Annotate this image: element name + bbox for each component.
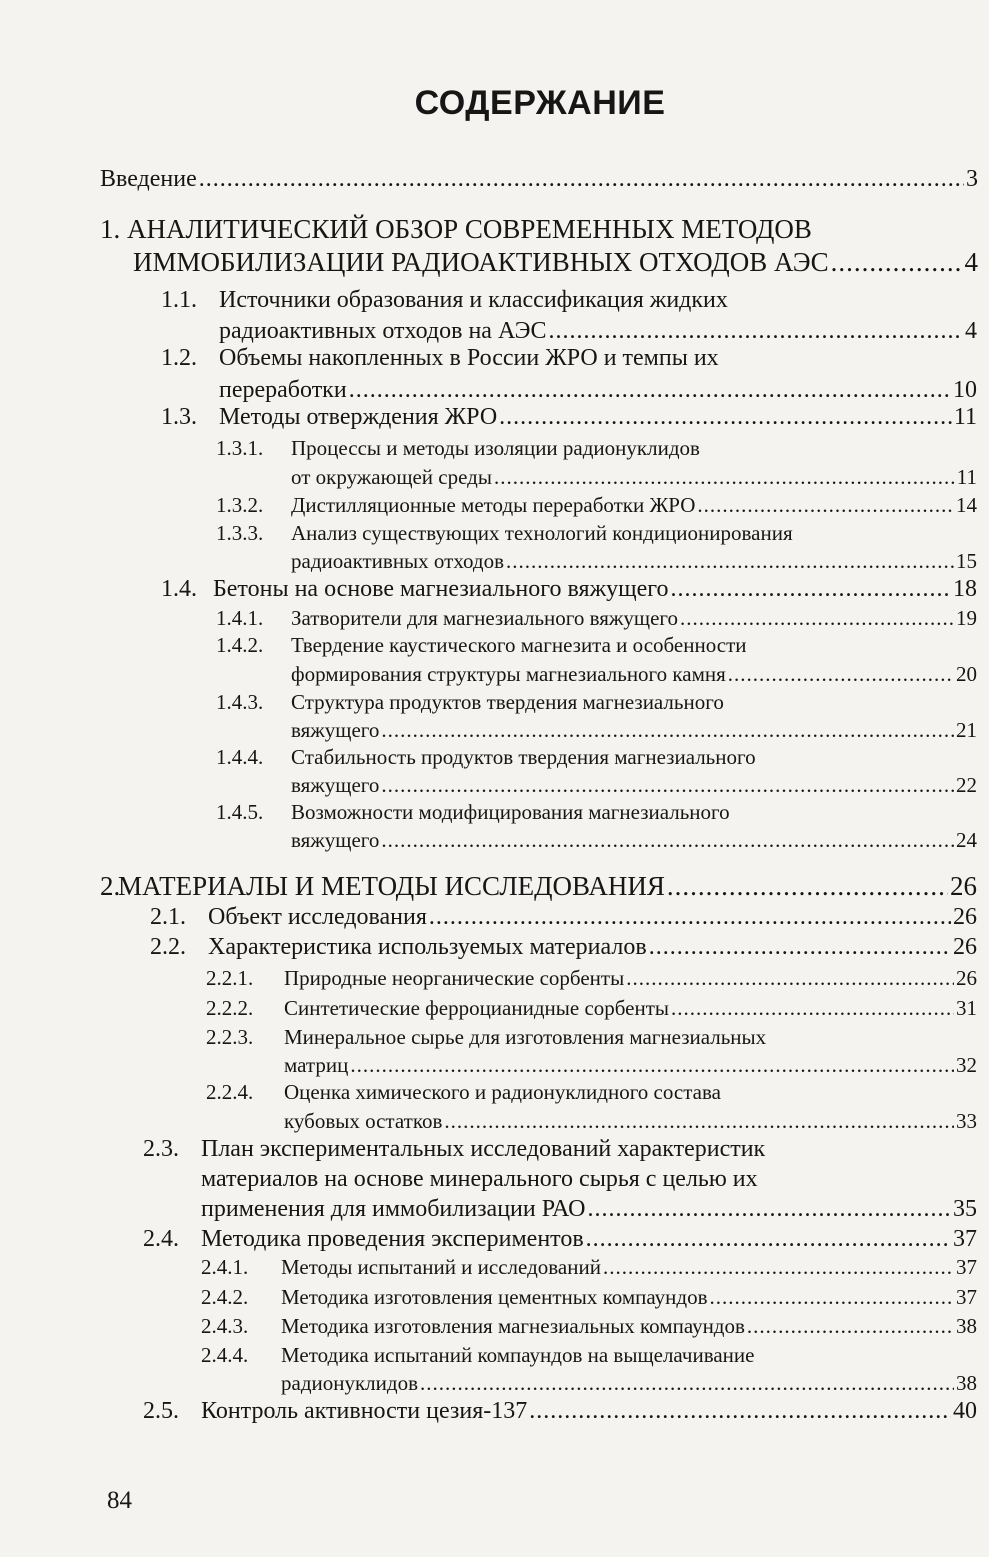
leader-dots [671, 574, 951, 604]
toc-entry-1-4-1: 1.4.1. Затворители для магнезиального вяжущего ..... 19 [216, 603, 977, 633]
toc-entry-1-1-line2: радиоактивных отходов на АЭС ..... 4 [219, 316, 977, 346]
toc-entry-1-3-3-line1: 1.3.3. Анализ существующих технологий кондиционирования [216, 521, 793, 545]
leader-dots [494, 462, 955, 492]
leader-dots [429, 902, 951, 932]
leader-dots [649, 932, 951, 962]
toc-entry-2-2-2: 2.2.2. Синтетические ферроцианидные сорбенты ..... 31 [206, 993, 977, 1023]
leader-dots [529, 1396, 951, 1426]
leader-dots [710, 1282, 954, 1312]
leader-dots [671, 993, 954, 1023]
leader-dots [680, 603, 954, 633]
leader-dots [586, 1224, 951, 1254]
leader-dots [626, 963, 954, 993]
toc-entry-1-4-4-line2: вяжущего ..... 22 [291, 770, 977, 800]
leader-dots [549, 316, 963, 346]
leader-dots [349, 375, 951, 405]
toc-entry-1-3-1-line2: от окружающей среды ..... 11 [291, 462, 977, 492]
leader-dots [747, 1311, 954, 1341]
toc-entry-2-2: 2.2. Характеристика используемых материалов ..... 26 [150, 932, 977, 962]
leader-dots [697, 490, 954, 520]
leader-dots [506, 546, 954, 576]
toc-entry-1-4-2-line2: формирования структуры магнезиального камня ..... 20 [291, 659, 977, 689]
toc-entry-2-4-4-line1: 2.4.4. Методика испытаний компаундов на выщелачивание [201, 1343, 755, 1367]
toc-entry-1-3: 1.3. Методы отверждения ЖРО ..... 11 [161, 402, 977, 432]
leader-dots [199, 164, 964, 194]
leader-dots [420, 1368, 954, 1398]
toc-entry-2-4-4-line2: радионуклидов ..... 38 [281, 1368, 977, 1398]
leader-dots [831, 247, 963, 277]
leader-dots [667, 871, 948, 901]
toc-entry-1-4-3-line1: 1.4.3. Структура продуктов твердения магнезиального [216, 690, 724, 714]
toc-entry-2-2-4-line1: 2.2.4. Оценка химического и радионуклидного состава [206, 1080, 721, 1104]
leader-dots [728, 659, 954, 689]
leader-dots [603, 1252, 954, 1282]
leader-dots [350, 1050, 954, 1080]
page-title: СОДЕРЖАНИЕ [414, 84, 666, 122]
toc-entry-1-1-line1: 1.1. Источники образования и классификация жидких [161, 287, 728, 313]
toc-entry-1-3-1-line1: 1.3.1. Процессы и методы изоляции радионуклидов [216, 436, 700, 460]
toc-entry-2: 2. МАТЕРИАЛЫ И МЕТОДЫ ИССЛЕДОВАНИЯ ..... 26 [100, 871, 977, 901]
toc-entry-intro: Введение ..... 3 [100, 164, 978, 194]
toc-entry-1-2-line1: 1.2. Объемы накопленных в России ЖРО и темпы их [161, 345, 719, 371]
toc-entry-1-4: 1.4. Бетоны на основе магнезиального вяжущего ..... 18 [161, 574, 977, 604]
leader-dots [499, 402, 952, 432]
toc-entry-2-4-1: 2.4.1. Методы испытаний и исследований ..... 37 [201, 1252, 977, 1282]
toc-entry-2-3-line2: материалов на основе минерального сырья с целью их [201, 1166, 758, 1192]
toc-entry-2-4: 2.4. Методика проведения экспериментов ..... 37 [143, 1224, 977, 1254]
toc-entry-2-4-3: 2.4.3. Методика изготовления магнезиальных компаундов ..... 38 [201, 1311, 977, 1341]
leader-dots [587, 1194, 951, 1224]
toc-entry-1-line2: ИММОБИЛИЗАЦИИ РАДИОАКТИВНЫХ ОТХОДОВ АЭС ..... 4 [133, 247, 978, 277]
toc-entry-1-4-5-line1: 1.4.5. Возможности модифицирования магнезиального [216, 800, 730, 824]
toc-entry-2-2-3-line2: матриц ..... 32 [284, 1050, 977, 1080]
toc-entry-1-4-5-line2: вяжущего ..... 24 [291, 825, 977, 855]
toc-entry-1-2-line2: переработки ..... 10 [219, 375, 977, 405]
page-number: 84 [107, 1487, 132, 1514]
toc-page-num: 3 [966, 166, 978, 192]
leader-dots [381, 715, 954, 745]
toc-entry-2-3-line3: применения для иммобилизации РАО ..... 35 [201, 1194, 977, 1224]
toc-entry-2-3-line1: 2.3. План экспериментальных исследований характеристик [143, 1136, 766, 1162]
toc-entry-2-5: 2.5. Контроль активности цезия-137 ..... 40 [143, 1396, 977, 1426]
toc-entry-2-4-2: 2.4.2. Методика изготовления цементных компаундов ..... 37 [201, 1282, 977, 1312]
toc-entry-2-2-1: 2.2.1. Природные неорганические сорбенты ..... 26 [206, 963, 977, 993]
toc-entry-2-1: 2.1. Объект исследования ..... 26 [150, 902, 977, 932]
toc-entry-1-3-3-line2: радиоактивных отходов ..... 15 [291, 546, 977, 576]
leader-dots [381, 770, 954, 800]
toc-entry-1-4-4-line1: 1.4.4. Стабильность продуктов твердения магнезиального [216, 745, 756, 769]
toc-entry-1-line1: 1. АНАЛИТИЧЕСКИЙ ОБЗОР СОВРЕМЕННЫХ МЕТОДОВ [100, 214, 812, 244]
leader-dots [381, 825, 954, 855]
toc-entry-1-4-3-line2: вяжущего ..... 21 [291, 715, 977, 745]
toc-entry-2-2-4-line2: кубовых остатков ..... 33 [284, 1106, 977, 1136]
toc-entry-1-4-2-line1: 1.4.2. Твердение каустического магнезита и особенности [216, 633, 747, 657]
toc-entry-1-3-2: 1.3.2. Дистилляционные методы переработки ЖРО ..... 14 [216, 490, 977, 520]
toc-entry-2-2-3-line1: 2.2.3. Минеральное сырье для изготовления магнезиальных [206, 1025, 767, 1049]
leader-dots [444, 1106, 954, 1136]
